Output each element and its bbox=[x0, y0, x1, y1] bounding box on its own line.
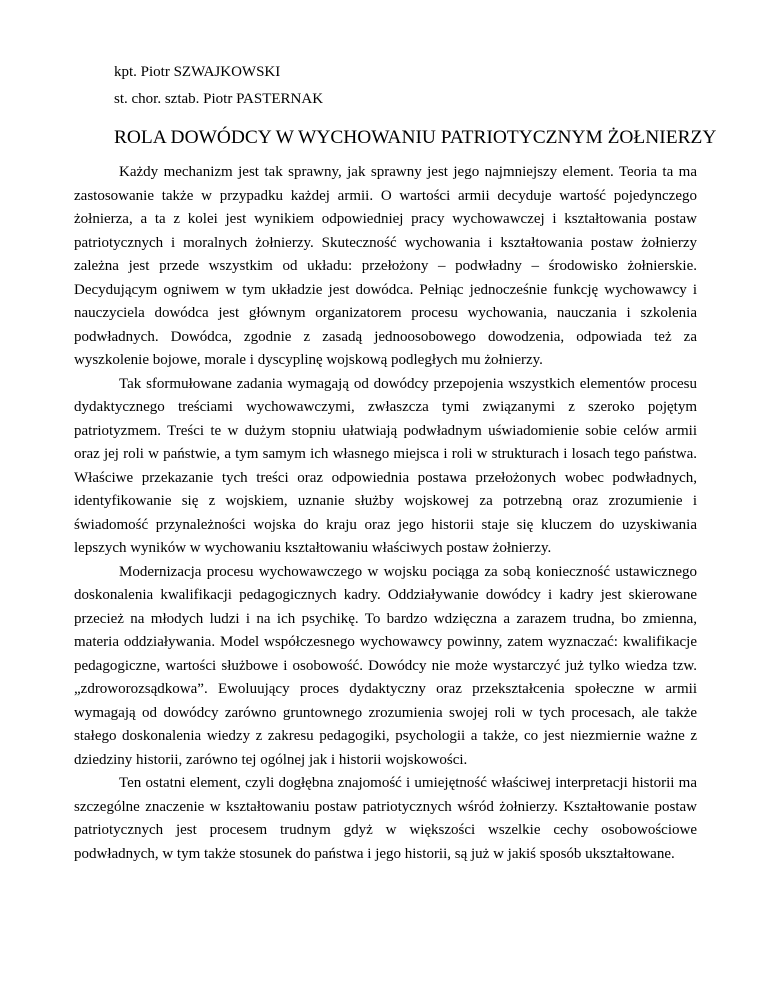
document-title: ROLA DOWÓDCY W WYCHOWANIU PATRIOTYCZNYM ŻOŁNIERZY bbox=[114, 127, 717, 148]
paragraph: Tak sformułowane zadania wymagają od dowódcy przepojenia wszystkich elementów procesu dydaktycznego treściami wychowawczymi, zwłaszcza tymi związanymi z szeroko pojętym patriotyzmem. Treści te w dużym stopniu ułatwiają podwładnym uświadomienie sobie celów armii oraz jej roli w państwie, a tym samym ich własnego miejsca i roli w strukturach i losach tego państwa. Właściwe przekazanie tych treści oraz odpowiednia postawa przełożonych wobec podwładnych, identyfikowanie się z wojskiem, uznanie służby wojskowej za potrzebną oraz zrozumienie i świadomość przynależności wojska do kraju oraz jego historii staje się kluczem do uzyskiwania lepszych wyników w wychowaniu kształtowaniu właściwych postaw żołnierzy. bbox=[74, 375, 697, 556]
paragraph: Każdy mechanizm jest tak sprawny, jak sprawny jest jego najmniejszy element. Teoria ta ma zastosowanie także w przypadku każdej armii. O wartości armii decyduje wartość pojedynczego żołnierza, a ta z kolei jest wynikiem odpowiedniej pracy wychowawczej i kształtowania postaw patriotycznych i moralnych żołnierzy. Skuteczność wychowania i kształtowania postaw żołnierzy zależna jest przede wszystkim od układu: przełożony – podwładny – środowisko żołnierskie. Decydującym ogniwem w tym układzie jest dowódca. Pełniąc jednocześnie funkcję wychowawcy i nauczyciela dowódca jest głównym organizatorem procesu wychowania, nauczania i szkolenia podwładnych. Dowódca, zgodnie z zasadą jednoosobowego dowodzenia, odpowiada też za wyszkolenie bojowe, morale i dyscyplinę wojskową podległych mu żołnierzy. bbox=[74, 164, 697, 368]
paragraph: Ten ostatni element, czyli dogłębna znajomość i umiejętność właściwej interpretacji historii ma szczególne znaczenie w kształtowaniu postaw patriotycznych wśród żołnierzy. Kształtowanie postaw patriotycznych jest procesem trudnym gdyż w większości wszelkie cechy osobowościowe podwładnych, w tym także stosunek do państwa i jego historii, są już w jakiś sposób ukształtowane. bbox=[74, 775, 697, 862]
document-body bbox=[74, 161, 697, 866]
paragraph: Modernizacja procesu wychowawczego w wojsku pociąga za sobą konieczność ustawicznego doskonalenia kwalifikacji pedagogicznych kadry. Oddziaływanie dowódcy i kadry jest skierowane przecież na młodych ludzi i na ich psychikę. To bardzo wdzięczna a zarazem trudna, bo zmienna, materia oddziaływania. Model współczesnego wychowawcy powinny, zatem wyznaczać: kwalifikacje pedagogiczne, wartości służbowe i osobowość. Dowódcy nie może wystarczyć już tylko wiedza tzw. „zdroworozsądkowa”. Ewoluujący proces dydaktyczny oraz przekształcenia społeczne w armii wymagają od dowódcy zarówno gruntownego zrozumienia swojej roli w tych procesach, ale także stałego doskonalenia wiedzy z zakresu pedagogiki, psychologii a także, co jest niezmiernie ważne z dziedziny historii, zarówno tej ogólnej jak i historii wojskowości. bbox=[74, 563, 697, 768]
author-name: kpt. Piotr SZWAJKOWSKI bbox=[114, 64, 281, 80]
author-name: st. chor. sztab. Piotr PASTERNAK bbox=[114, 91, 324, 107]
